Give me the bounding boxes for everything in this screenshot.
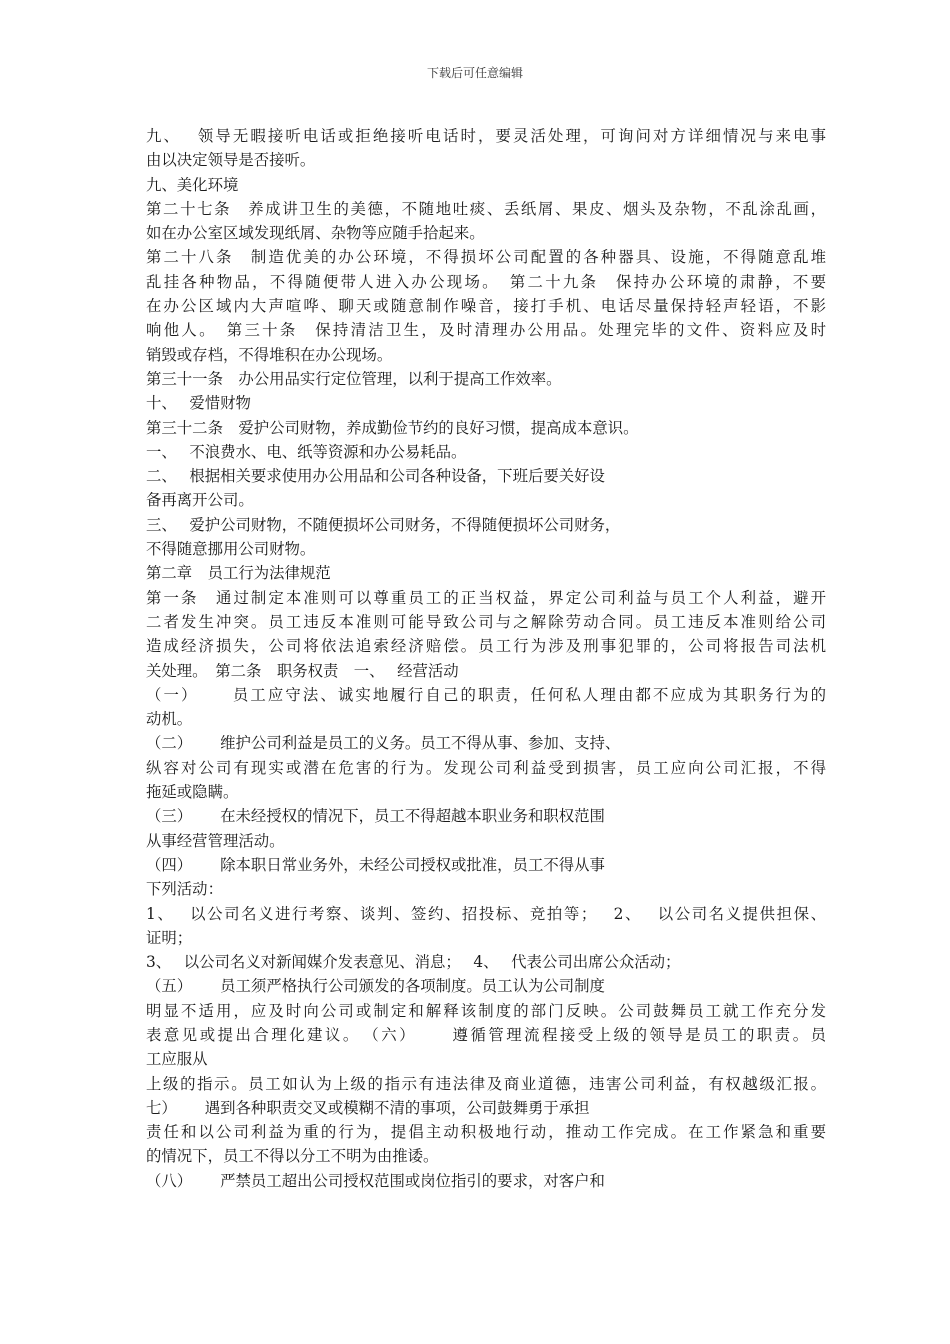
text-line: 的情况下，员工不得以分工不明为由推诿。 xyxy=(146,1147,439,1166)
text-line: （二） 维护公司利益是员工的义务。员工不得从事、参加、支持、 xyxy=(146,734,621,753)
text-line: 第二章 员工行为法律规范 xyxy=(146,564,331,583)
text-line: 明显不适用，应及时向公司或制定和解释该制度的部门反映。公司鼓舞员工就工作充分发 xyxy=(146,1001,826,1020)
text-line: 造成经济损失，公司将依法追索经济赔偿。员工行为涉及刑事犯罪的，公司将报告司法机 xyxy=(146,637,826,656)
page-header: 下载后可任意编辑 xyxy=(426,66,523,80)
text-line: 第二十八条 制造优美的办公环境，不得损坏公司配置的各种器具、设施，不得随意乱堆 xyxy=(146,248,826,267)
text-line: 从事经营管理活动。 xyxy=(146,831,285,850)
text-line: 纵容对公司有现实或潜在危害的行为。发现公司利益受到损害，员工应向公司汇报，不得 xyxy=(146,758,826,777)
text-line: 上级的指示。员工如认为上级的指示有违法律及商业道德，违害公司利益，有权越级汇报。 xyxy=(146,1074,826,1093)
text-line: 乱挂各种物品，不得随便带人进入办公现场。 第二十九条 保持办公环境的肃静，不要 xyxy=(146,272,826,291)
text-line: 拖延或隐瞒。 xyxy=(146,783,239,802)
text-line: 由以决定领导是否接听。 xyxy=(146,151,316,170)
text-line: 第一条 通过制定本准则可以尊重员工的正当权益，界定公司利益与员工个人利益，避开 xyxy=(146,588,826,607)
text-line: 响他人。 第三十条 保持清洁卫生，及时清理办公用品。处理完毕的文件、资料应及时 xyxy=(146,321,826,340)
text-line: 二者发生冲突。员工违反本准则可能导致公司与之解除劳动合同。员工违反本准则给公司 xyxy=(146,612,826,631)
text-line: 一、 不浪费水、电、纸等资源和办公易耗品。 xyxy=(146,442,467,461)
text-line: 工应服从 xyxy=(146,1050,208,1069)
text-line: 九、 领导无暇接听电话或拒绝接听电话时，要灵活处理，可询问对方详细情况与来电事 xyxy=(146,127,826,145)
text-line: （三） 在未经授权的情况下，员工不得超越本职业务和职权范围 xyxy=(146,807,605,826)
text-line: 表意见或提出合理化建议。 （六） 遵循管理流程接受上级的领导是员工的职责。员 xyxy=(146,1025,826,1044)
text-line: 动机。 xyxy=(146,710,193,729)
text-line: 如在办公室区域发现纸屑、杂物等应随手拾起来。 xyxy=(146,224,485,243)
text-line: （一） 员工应守法、诚实地履行自己的职责，任何私人理由都不应成为其职务行为的 xyxy=(146,685,826,704)
text-line: 不得随意挪用公司财物。 xyxy=(146,540,316,559)
text-line: 十、 爱惜财物 xyxy=(146,394,251,413)
text-line: （八） 严禁员工超出公司授权范围或岗位指引的要求，对客户和 xyxy=(146,1171,605,1190)
text-line: 销毁或存档，不得堆积在办公现场。 xyxy=(146,345,393,364)
text-line: 三、 爱护公司财物，不随便损坏公司财务，不得随便损坏公司财务， xyxy=(146,515,621,534)
text-line: 第二十七条 养成讲卫生的美德，不随地吐痰、丢纸屑、果皮、烟头及杂物，不乱涂乱画， xyxy=(146,199,826,218)
text-line: 备再离开公司。 xyxy=(146,491,254,510)
text-line: （五） 员工须严格执行公司颁发的各项制度。员工认为公司制度 xyxy=(146,977,605,996)
text-line: 责任和以公司利益为重的行为，提倡主动积极地行动，推动工作完成。在工作紧急和重要 xyxy=(146,1123,826,1142)
text-line: 3、 以公司名义对新闻媒介发表意见、消息； 4、 代表公司出席公众活动； xyxy=(146,953,681,972)
text-line: 1、 以公司名义进行考察、谈判、签约、招投标、竞拍等； 2、 以公司名义提供担保、 xyxy=(146,904,826,923)
text-line: 证明； xyxy=(146,928,193,947)
text-line: 在办公区域内大声喧哗、聊天或随意制作噪音，接打手机、电话尽量保持轻声轻语，不影 xyxy=(146,297,826,316)
text-line: 七） 遇到各种职责交叉或模糊不清的事项，公司鼓舞勇于承担 xyxy=(146,1098,590,1117)
text-line: 关处理。 第二条 职务权责 一、 经营活动 xyxy=(146,661,459,680)
text-line: 二、 根据相关要求使用办公用品和公司各种设备，下班后要关好设 xyxy=(146,467,605,486)
text-line: 下列活动： xyxy=(146,880,223,899)
text-line: （四） 除本职日常业务外，未经公司授权或批准，员工不得从事 xyxy=(146,855,605,874)
text-line: 九、美化环境 xyxy=(146,175,239,194)
text-line: 第三十一条 办公用品实行定位管理，以利于提高工作效率。 xyxy=(146,369,562,388)
document-body xyxy=(146,124,826,1193)
text-line: 第三十二条 爱护公司财物，养成勤俭节约的良好习惯，提高成本意识。 xyxy=(146,418,639,437)
